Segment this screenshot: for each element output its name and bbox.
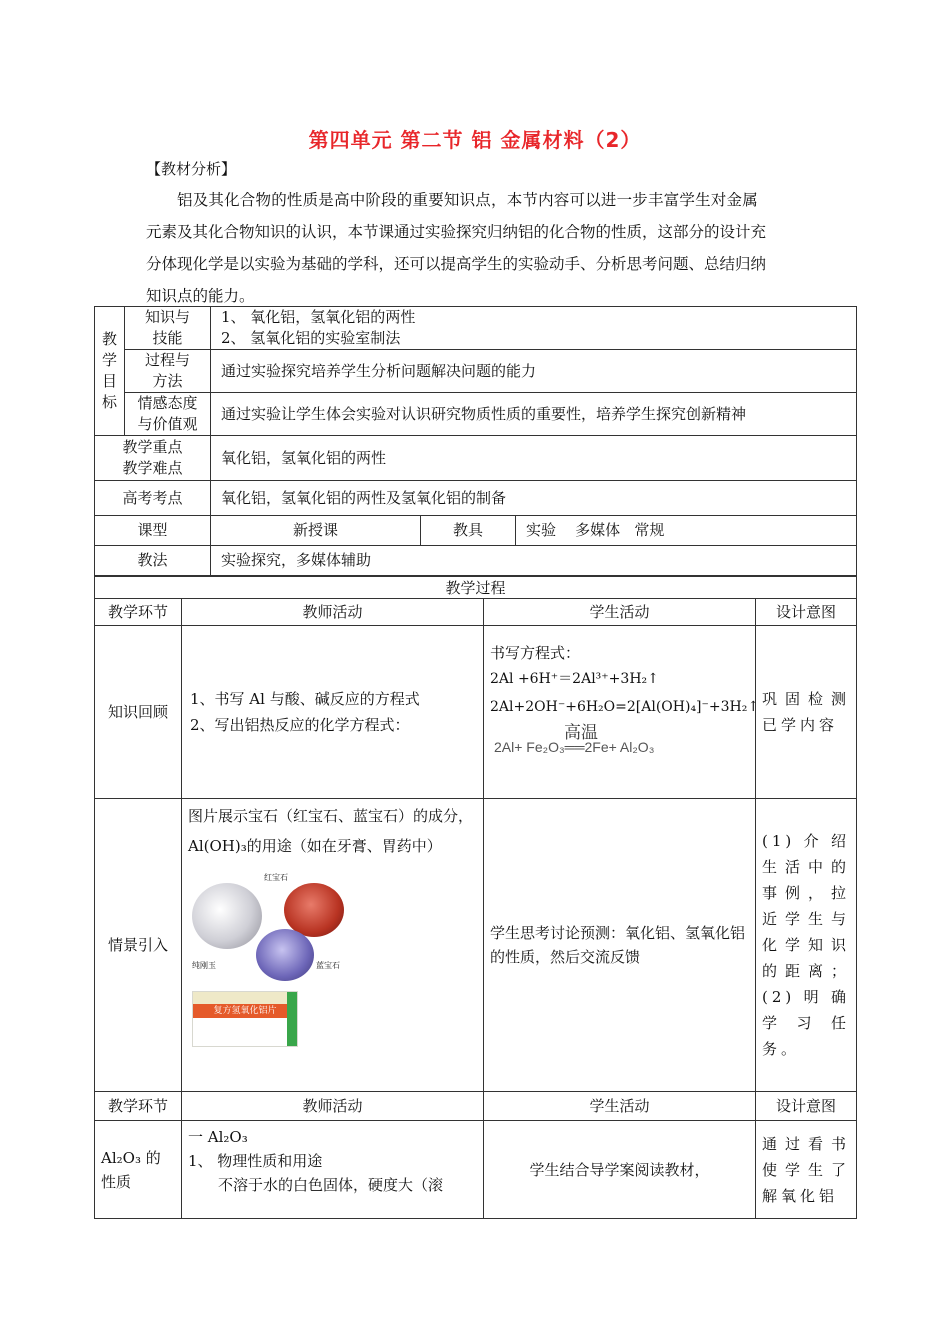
header-student: 学生活动	[484, 599, 756, 626]
course-type-label: 课型	[95, 516, 211, 546]
teaching-process-table	[94, 576, 857, 1219]
equation-thermite: 高温 2Al+ Fe₂O₃══2Fe+ Al₂O₃	[490, 720, 749, 764]
sapphire-image	[256, 929, 314, 981]
review-intent: 巩固检测已学内容	[756, 626, 857, 799]
ruby-image	[284, 883, 344, 937]
header-teacher: 教师活动	[182, 1092, 484, 1121]
intro-teacher-activity: 图片展示宝石（红宝石、蓝宝石）的成分，Al(OH)₃的用途（如在牙膏、胃药中） 红宝石 纯刚玉 蓝宝石 复方氢氧化铝片	[182, 799, 484, 1092]
ruby-caption: 红宝石	[264, 873, 288, 882]
equation-base: 2Al+2OH⁻+6H₂O=2[Al(OH)₄]⁻+3H₂↑	[490, 699, 760, 715]
objective-knowledge-content: 1、 氧化铝，氢氧化铝的两性 2、 氢氧化铝的实验室制法	[211, 307, 857, 350]
exam-points-content: 氧化铝，氢氧化铝的两性及氢氧化铝的制备	[211, 481, 857, 516]
teaching-tools-label: 教具	[421, 516, 516, 546]
objective-type-knowledge: 知识与 技能	[125, 307, 211, 350]
stage-al2o3: Al₂O₃ 的性质	[95, 1121, 182, 1219]
gem-picture	[188, 861, 477, 991]
process-title: 教学过程	[95, 577, 857, 599]
objective-type-process: 过程与 方法	[125, 350, 211, 393]
header-teacher: 教师活动	[182, 599, 484, 626]
header-stage: 教学环节	[95, 1092, 182, 1121]
header-intent: 设计意图	[756, 1092, 857, 1121]
lesson-info-table	[94, 306, 857, 576]
objective-process-content: 通过实验探究培养学生分析问题解决问题的能力	[211, 350, 857, 393]
medicine-box-image	[192, 991, 298, 1047]
condition-high-temp: 高温	[564, 723, 598, 742]
method-value: 实验探究，多媒体辅助	[211, 546, 857, 576]
header-student: 学生活动	[484, 1092, 756, 1121]
analysis-line: 铝及其化合物的性质是高中阶段的重要知识点，本节内容可以进一步丰富学生对金属	[177, 191, 758, 209]
al2o3-intent: 通过看书使学生了解氧化铝	[756, 1121, 857, 1219]
objective-attitude-content: 通过实验让学生体会实验对认识研究物质性质的重要性，培养学生探究创新精神	[211, 393, 857, 436]
review-teacher-activity: 1、书写 Al 与酸、碱反应的方程式 2、写出铝热反应的化学方程式：	[182, 626, 484, 799]
header-intent: 设计意图	[756, 599, 857, 626]
intro-student-activity: 学生思考讨论预测：氧化铝、氢氧化铝的性质，然后交流反馈	[484, 799, 756, 1092]
teaching-tools-value: 实验 多媒体 常规	[516, 516, 857, 546]
intro-intent: (1)介绍生活中的事例，拉近学生与化学知识的距离；(2)明确学习任务。	[756, 799, 857, 1092]
corundum-caption: 纯刚玉	[192, 961, 216, 970]
objective-type-attitude: 情感态度 与价值观	[125, 393, 211, 436]
analysis-line: 知识点的能力。	[146, 287, 255, 305]
al2o3-student-activity: 学生结合导学案阅读教材，	[484, 1121, 756, 1219]
header-stage: 教学环节	[95, 599, 182, 626]
analysis-line: 分体现化学是以实验为基础的学科，还可以提高学生的实验动手、分析思考问题、总结归纳	[146, 255, 767, 273]
analysis-paragraph	[146, 184, 816, 312]
method-label: 教法	[95, 546, 211, 576]
exam-points-label: 高考考点	[95, 481, 211, 516]
key-points-content: 氧化铝，氢氧化铝的两性	[211, 436, 857, 481]
page-title: 第四单元 第二节 铝 金属材料（2）	[308, 128, 642, 152]
analysis-heading: 【教材分析】	[146, 160, 237, 178]
stage-intro: 情景引入	[95, 799, 182, 1092]
objectives-label: 教 学 目 标	[95, 307, 125, 436]
course-type-value: 新授课	[211, 516, 421, 546]
review-student-activity: 书写方程式： 2Al +6H⁺＝2Al³⁺+3H₂↑ 2Al+2OH⁻+6H₂O=2[Al(OH)₄]⁻+3H₂↑ 高温 2Al+ Fe₂O₃══2Fe+ Al₂O₃	[484, 626, 756, 799]
sapphire-caption: 蓝宝石	[316, 961, 340, 970]
analysis-line: 元素及其化合物知识的认识，本节课通过实验探究归纳铝的化合物的性质，这部分的设计充	[146, 223, 767, 241]
medicine-label: 复方氢氧化铝片	[193, 1004, 297, 1018]
corundum-image	[192, 883, 262, 949]
stage-review: 知识回顾	[95, 626, 182, 799]
al2o3-teacher-activity: 一 Al₂O₃ 1、 物理性质和用途 不溶于水的白色固体，硬度大（滚	[182, 1121, 484, 1219]
key-points-label: 教学重点 教学难点	[95, 436, 211, 481]
equation-acid: 2Al +6H⁺＝2Al³⁺+3H₂↑	[490, 671, 659, 687]
